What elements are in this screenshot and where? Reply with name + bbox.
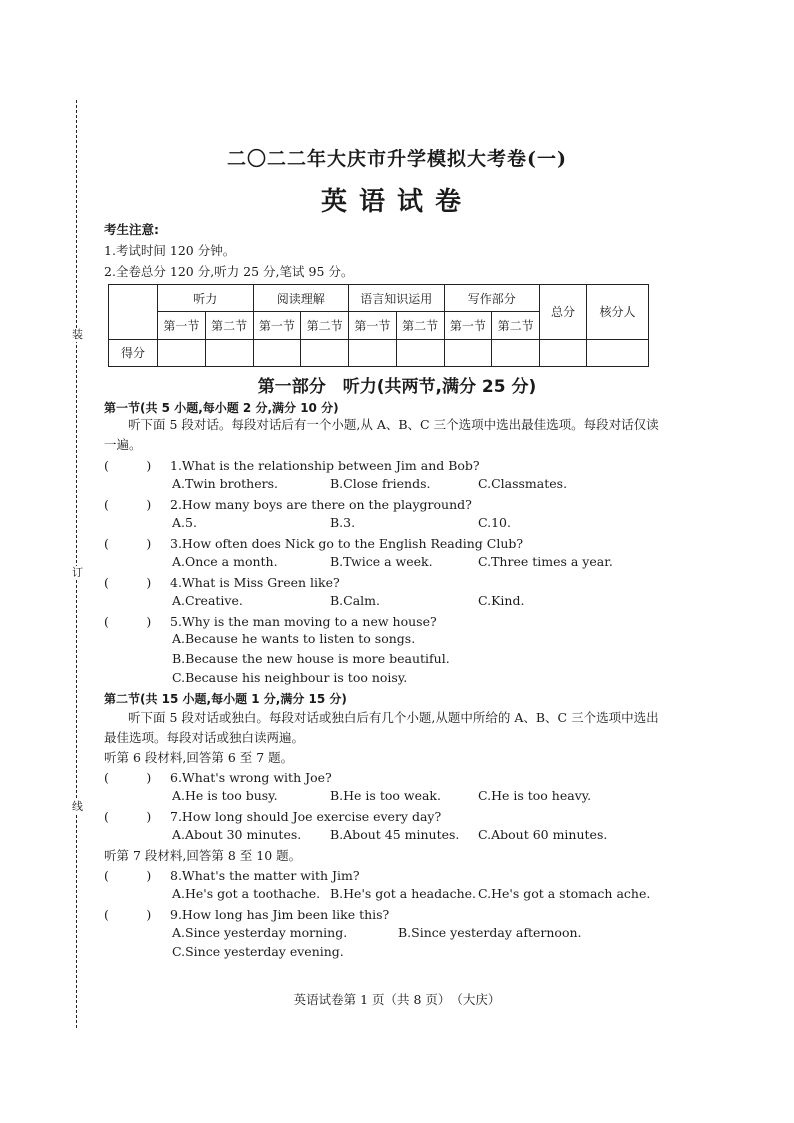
option-b: B.Because the new house is more beautiful. bbox=[172, 651, 450, 666]
answer-blank[interactable]: ( ) bbox=[104, 575, 152, 590]
part1-title: 第一部分 听力(共两节,满分 25 分) bbox=[257, 377, 537, 397]
option-b: B.3. bbox=[330, 515, 356, 530]
score-cell[interactable] bbox=[396, 339, 444, 366]
option-a: A.Creative. bbox=[172, 593, 243, 608]
option-c: C.Since yesterday evening. bbox=[172, 944, 344, 959]
notice-line-2: 2.全卷总分 120 分,听力 25 分,笔试 95 分。 bbox=[104, 264, 354, 279]
notice-line-1: 1.考试时间 120 分钟。 bbox=[104, 243, 236, 258]
score-table bbox=[108, 284, 649, 367]
score-header-reading: 阅读理解 bbox=[253, 285, 349, 312]
score-cell[interactable] bbox=[253, 339, 301, 366]
material-6-note: 听第 6 段材料,回答第 6 至 7 题。 bbox=[104, 750, 294, 765]
notice-block bbox=[104, 219, 353, 282]
score-cell[interactable] bbox=[492, 339, 540, 366]
score-subheader-sec2: 第二节 bbox=[492, 312, 540, 339]
score-cell[interactable] bbox=[301, 339, 349, 366]
page-footer: 英语试卷第 1 页（共 8 页） （大庆） bbox=[293, 992, 501, 1007]
option-a: A.Once a month. bbox=[172, 554, 278, 569]
material-7-note: 听第 7 段材料,回答第 8 至 10 题。 bbox=[104, 848, 302, 863]
option-a: A.5. bbox=[172, 515, 197, 530]
score-subheader-sec2: 第二节 bbox=[301, 312, 349, 339]
answer-blank[interactable]: ( ) bbox=[104, 770, 152, 785]
answer-blank[interactable]: ( ) bbox=[104, 458, 152, 473]
score-header-checker: 核分人 bbox=[587, 285, 649, 340]
score-subheader-sec1: 第一节 bbox=[158, 312, 206, 339]
score-header-writing: 写作部分 bbox=[444, 285, 540, 312]
score-cell[interactable] bbox=[205, 339, 253, 366]
answer-blank[interactable]: ( ) bbox=[104, 497, 152, 512]
score-row-label: 得分 bbox=[109, 339, 158, 366]
question-text: 8.What's the matter with Jim? bbox=[170, 868, 360, 883]
binding-dashed-line bbox=[76, 100, 77, 1028]
option-c: C.Because his neighbour is too noisy. bbox=[172, 670, 408, 685]
section1-heading: 第一节(共 5 小题,每小题 2 分,满分 10 分) bbox=[104, 401, 339, 415]
score-header-language: 语言知识运用 bbox=[349, 285, 445, 312]
question-1 bbox=[104, 456, 480, 474]
question-text: 2.How many boys are there on the playground? bbox=[170, 497, 472, 512]
option-c: C.10. bbox=[478, 515, 511, 530]
score-header-listening: 听力 bbox=[158, 285, 254, 312]
question-2 bbox=[104, 495, 472, 513]
option-c: C.Classmates. bbox=[478, 476, 568, 491]
question-7 bbox=[104, 807, 441, 825]
score-cell[interactable] bbox=[158, 339, 206, 366]
question-9 bbox=[104, 905, 389, 923]
option-c: C.Three times a year. bbox=[478, 554, 613, 569]
question-5 bbox=[104, 612, 437, 630]
exam-title: 二〇二二年大庆市升学模拟大考卷(一) bbox=[227, 148, 567, 170]
binding-char-ding: 订 bbox=[72, 566, 83, 579]
option-a: A.Because he wants to listen to songs. bbox=[172, 631, 416, 646]
option-a: A.He's got a toothache. bbox=[172, 886, 321, 901]
option-c: C.Kind. bbox=[478, 593, 525, 608]
answer-blank[interactable]: ( ) bbox=[104, 809, 152, 824]
option-b: B.Twice a week. bbox=[330, 554, 433, 569]
option-b: B.Since yesterday afternoon. bbox=[398, 925, 582, 940]
option-b: B.Close friends. bbox=[330, 476, 431, 491]
section1-instructions: 听下面 5 段对话。每段对话后有一个小题,从 A、B、C 三个选项中选出最佳选项。每段对话仅读一遍。 bbox=[104, 417, 659, 452]
question-4 bbox=[104, 573, 340, 591]
question-text: 6.What's wrong with Joe? bbox=[170, 770, 332, 785]
binding-char-zhuang: 装 bbox=[72, 328, 83, 341]
binding-char-xian: 线 bbox=[72, 800, 83, 813]
score-cell[interactable] bbox=[444, 339, 492, 366]
option-b: B.Calm. bbox=[330, 593, 380, 608]
question-text: 7.How long should Joe exercise every day? bbox=[170, 809, 442, 824]
score-subheader-sec2: 第二节 bbox=[205, 312, 253, 339]
exam-subtitle: 英语试卷 bbox=[320, 187, 473, 217]
answer-blank[interactable]: ( ) bbox=[104, 868, 152, 883]
question-text: 4.What is Miss Green like? bbox=[170, 575, 340, 590]
score-cell-checker[interactable] bbox=[587, 339, 649, 366]
question-text: 3.How often does Nick go to the English Reading Club? bbox=[170, 536, 524, 551]
question-text: 5.Why is the man moving to a new house? bbox=[170, 614, 437, 629]
score-subheader-sec1: 第一节 bbox=[253, 312, 301, 339]
answer-blank[interactable]: ( ) bbox=[104, 907, 152, 922]
option-b: B.He is too weak. bbox=[330, 788, 441, 803]
score-table-corner bbox=[109, 285, 158, 340]
question-text: 1.What is the relationship between Jim and Bob? bbox=[170, 458, 480, 473]
answer-blank[interactable]: ( ) bbox=[104, 536, 152, 551]
section2-instructions: 听下面 5 段对话或独白。每段对话或独白后有几个小题,从题中所给的 A、B、C 三个选项中选出最佳选项。每段对话或独白读两遍。 bbox=[104, 710, 659, 745]
option-c: C.He is too heavy. bbox=[478, 788, 592, 803]
option-a: A.About 30 minutes. bbox=[172, 827, 302, 842]
score-subheader-sec1: 第一节 bbox=[349, 312, 397, 339]
score-subheader-sec2: 第二节 bbox=[396, 312, 444, 339]
option-c: C.About 60 minutes. bbox=[478, 827, 608, 842]
question-6 bbox=[104, 768, 332, 786]
answer-blank[interactable]: ( ) bbox=[104, 614, 152, 629]
option-a: A.Twin brothers. bbox=[172, 476, 278, 491]
option-b: B.He's got a headache. bbox=[330, 886, 477, 901]
score-header-total: 总分 bbox=[540, 285, 587, 340]
section2-heading: 第二节(共 15 小题,每小题 1 分,满分 15 分) bbox=[104, 692, 347, 706]
option-b: B.About 45 minutes. bbox=[330, 827, 460, 842]
score-cell[interactable] bbox=[349, 339, 397, 366]
question-text: 9.How long has Jim been like this? bbox=[170, 907, 390, 922]
score-cell-total[interactable] bbox=[540, 339, 587, 366]
option-a: A.He is too busy. bbox=[172, 788, 278, 803]
option-c: C.He's got a stomach ache. bbox=[478, 886, 651, 901]
score-subheader-sec1: 第一节 bbox=[444, 312, 492, 339]
notice-heading: 考生注意: bbox=[104, 222, 159, 237]
question-3 bbox=[104, 534, 523, 552]
option-a: A.Since yesterday morning. bbox=[172, 925, 348, 940]
question-8 bbox=[104, 866, 360, 884]
